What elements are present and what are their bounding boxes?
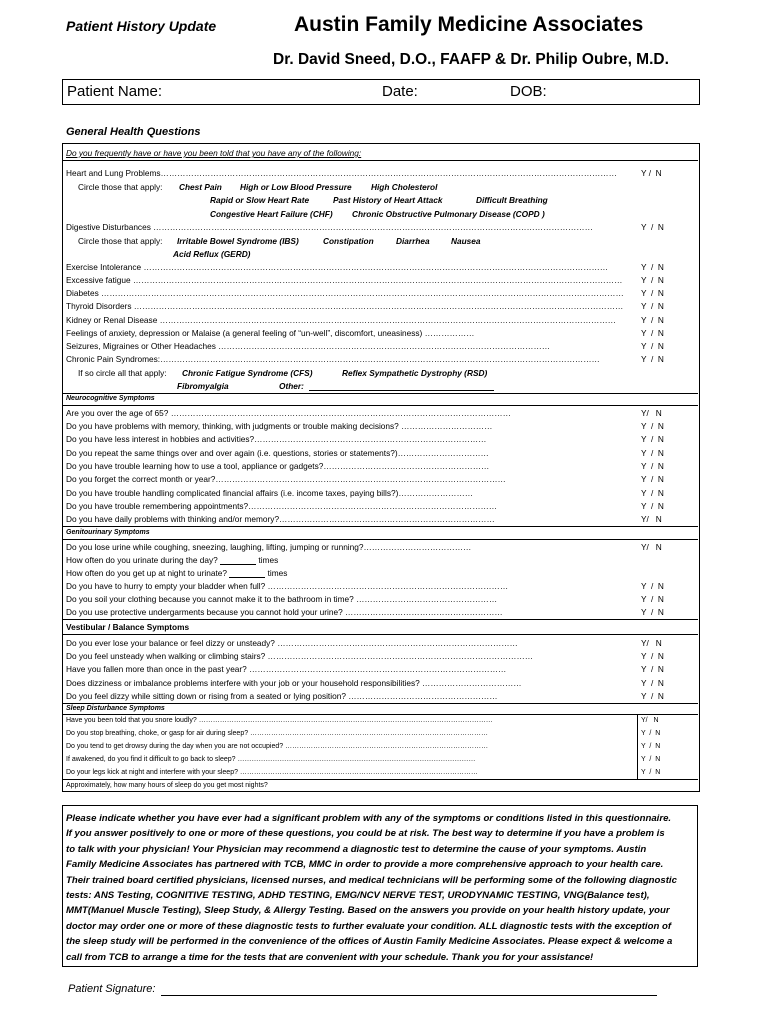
vest-heading: Vestibular / Balance Symptoms bbox=[66, 622, 190, 632]
yn-repeat[interactable]: Y / N bbox=[641, 448, 664, 458]
yn-memory[interactable]: Y / N bbox=[641, 421, 664, 431]
opt-ibs[interactable]: Irritable Bowel Syndrome (IBS) bbox=[177, 236, 299, 246]
q-age-65: Are you over the age of 65? …………………………………………………………………………………………………………… bbox=[66, 408, 511, 418]
yn-daily-problems[interactable]: Y/ N bbox=[641, 514, 662, 524]
q-financial: Do you have trouble handling complicated financial affairs (i.e. income taxes, paying bills?)……………………… bbox=[66, 488, 474, 498]
notice-line: the sleep study will be performed in the convenience of the offices of Austin Family Medicine Associates. Please expect & welcome a bbox=[66, 936, 673, 948]
neuro-heading: Neurocognitive Symptoms bbox=[66, 395, 155, 402]
q-awakened: If awakened, do you find it difficult to go back to sleep? ………………………………………………………………………………………… bbox=[66, 756, 476, 763]
yn-dizziness-job[interactable]: Y / N bbox=[641, 678, 664, 688]
q-soil-clothing: Do you soil your clothing because you cannot make it to the bathroom in time? …………………………………………… bbox=[66, 594, 498, 604]
signature-label: Patient Signature: bbox=[68, 983, 156, 995]
q-dizzy-sitting: Do you feel dizzy while sitting down or rising from a seated or lying position? ……………………………………………… bbox=[66, 691, 498, 701]
notice-line: MMT(Manuel Muscle Testing), Sleep Study, & Allergy Testing. Based on the answers you provide on your health history update, your bbox=[66, 905, 670, 917]
patient-name-label: Patient Name: bbox=[67, 83, 163, 100]
opt-chest-pain[interactable]: Chest Pain bbox=[179, 182, 222, 192]
yn-month-year[interactable]: Y / N bbox=[641, 474, 664, 484]
other-blank[interactable] bbox=[309, 390, 494, 391]
opt-diarrhea[interactable]: Diarrhea bbox=[396, 236, 430, 246]
notice-line: Their trained board certified physicians, licensed nurses, and medical technicians will be performing some of the following diagnostic bbox=[66, 874, 677, 886]
q-undergarments: Do you use protective undergarments because you cannot hold your urine? ………………………………………………… bbox=[66, 607, 503, 617]
notice-box bbox=[62, 805, 698, 967]
urinate-day-blank[interactable] bbox=[220, 556, 256, 565]
q-hurry-bladder: Do you have to hurry to empty your bladder when full? …………………………………………………………………………… bbox=[66, 581, 509, 591]
yn-lose-urine[interactable]: Y/ N bbox=[641, 542, 662, 552]
q-fatigue: Excessive fatigue …………………………………………………………………………………………………………………………………………………………… bbox=[66, 275, 623, 285]
q-snore: Have you been told that you snore loudly? ……………………………………………………………………………………………………………… bbox=[66, 717, 493, 724]
yn-stop-breathing[interactable]: Y / N bbox=[641, 730, 661, 737]
q-unsteady-walking: Do you feel unsteady when walking or climbing stairs? …………………………………………………………………………………… bbox=[66, 651, 534, 661]
opt-high-cholesterol[interactable]: High Cholesterol bbox=[371, 182, 438, 192]
geni-heading: Genitourinary Symptoms bbox=[66, 529, 150, 536]
yn-lose-balance[interactable]: Y/ N bbox=[641, 638, 662, 648]
q-drowsy: Do you tend to get drowsy during the day when you are not occupied? …………………………………………………………………………… bbox=[66, 743, 489, 750]
yn-age-65[interactable]: Y/ N bbox=[641, 408, 662, 418]
notice-line: doctor may order one or more of these diagnostic tests to further evaluate your condition. ALL diagnostic tests with the exception of bbox=[66, 920, 672, 932]
sleep-heading: Sleep Disturbance Symptoms bbox=[66, 705, 165, 712]
yn-anxiety[interactable]: Y / N bbox=[641, 328, 664, 338]
yn-hurry-bladder[interactable]: Y / N bbox=[641, 581, 664, 591]
yn-unsteady-walking[interactable]: Y / N bbox=[641, 651, 664, 661]
q-memory: Do you have problems with memory, thinking, with judgments or trouble making decisions? …………………………… bbox=[66, 421, 493, 431]
signature-line[interactable] bbox=[161, 995, 657, 996]
yn-learning[interactable]: Y / N bbox=[641, 461, 664, 471]
yn-interest[interactable]: Y / N bbox=[641, 434, 664, 444]
q-lose-balance: Do you ever lose your balance or feel dizzy or unsteady? …………………………………………………………………………… bbox=[66, 638, 518, 648]
q-urinate-day-text: How often do you urinate during the day? bbox=[66, 555, 218, 565]
q-appointments: Do you have trouble remembering appointments?……………………………………………………………………………… bbox=[66, 501, 498, 511]
practice-name: Austin Family Medicine Associates bbox=[294, 13, 644, 36]
yn-financial[interactable]: Y / N bbox=[641, 488, 664, 498]
yn-chronic-pain[interactable]: Y / N bbox=[641, 354, 664, 364]
q-chronic-pain: Chronic Pain Syndromes:…………………………………………………………………………………………………………………………………………… bbox=[66, 354, 600, 364]
notice-line: Please indicate whether you have ever had a significant problem with any of the symptoms or conditions listed in this questionnaire. bbox=[66, 813, 672, 824]
opt-blood-pressure[interactable]: High or Low Blood Pressure bbox=[240, 182, 352, 192]
notice-line: Family Medicine Associates has partnered with TCB, MMC in order to provide a more comprehensive approach to your health care. bbox=[66, 859, 664, 871]
digestive-question: Digestive Disturbances …………………………………………………………………………………………………………………………………………… bbox=[66, 222, 593, 232]
q-diabetes: Diabetes ……………………………………………………………………………………………………………………………………………………………………… bbox=[66, 288, 624, 298]
yn-heart[interactable]: Y / N bbox=[641, 168, 662, 178]
q-kidney: Kidney or Renal Disease ………………………………………………………………………………………………………………………………………………… bbox=[66, 315, 616, 325]
opt-gerd[interactable]: Acid Reflux (GERD) bbox=[173, 249, 251, 259]
form-title: Patient History Update bbox=[66, 18, 217, 34]
yn-soil-clothing[interactable]: Y / N bbox=[641, 594, 664, 604]
digestive-circle-label: Circle those that apply: bbox=[78, 236, 163, 246]
q-urinate-day bbox=[66, 555, 278, 565]
notice-line: call from TCB to arrange a time for the tests that are convenient with your schedule. Thank you for your assistance! bbox=[66, 951, 594, 963]
yn-drowsy[interactable]: Y / N bbox=[641, 743, 661, 750]
yn-undergarments[interactable]: Y / N bbox=[641, 607, 664, 617]
q-repeat: Do you repeat the same things over and over again (i.e. questions, stories or statements?)…………………………… bbox=[66, 448, 489, 458]
opt-difficult-breathing[interactable]: Difficult Breathing bbox=[476, 195, 548, 205]
opt-other[interactable]: Other: bbox=[279, 381, 304, 391]
q-urinate-night-text: How often do you get up at night to urinate? bbox=[66, 568, 227, 578]
opt-cfs[interactable]: Chronic Fatigue Syndrome (CFS) bbox=[182, 368, 313, 378]
q-month-year: Do you forget the correct month or year?…………………………………………………………………………………………… bbox=[66, 474, 506, 484]
yn-appointments[interactable]: Y / N bbox=[641, 501, 664, 511]
q-learning: Do you have trouble learning how to use a tool, appliance or gadgets?…………………………………………………… bbox=[66, 461, 490, 471]
urinate-day-times: times bbox=[258, 555, 279, 565]
yn-diabetes[interactable]: Y / N bbox=[641, 288, 664, 298]
notice-line: If you answer positively to one or more of these questions, you could be at risk. The best way to determine if you have a problem is bbox=[66, 828, 665, 840]
opt-rsd[interactable]: Reflex Sympathetic Dystrophy (RSD) bbox=[342, 368, 488, 378]
yn-thyroid[interactable]: Y / N bbox=[641, 301, 664, 311]
heart-lung-question: Heart and Lung Problems………………………………………………………………………………………………………………………………………………… bbox=[66, 168, 617, 178]
opt-nausea[interactable]: Nausea bbox=[451, 236, 481, 246]
opt-constipation[interactable]: Constipation bbox=[323, 236, 374, 246]
q-legs-kick: Do your legs kick at night and interfere with your sleep? ………………………………………………………………………………………… bbox=[66, 769, 478, 776]
q-lose-urine: Do you lose urine while coughing, sneezing, laughing, lifting, jumping or running?………………………………… bbox=[66, 542, 472, 552]
heart-circle-label: Circle those that apply: bbox=[78, 182, 163, 192]
opt-heart-attack[interactable]: Past History of Heart Attack bbox=[333, 195, 443, 205]
yn-headaches[interactable]: Y / N bbox=[641, 341, 664, 351]
q-interest: Do you have less interest in hobbies and activities?………………………………………………………………………… bbox=[66, 434, 487, 444]
opt-copd[interactable]: Chronic Obstructive Pulmonary Disease (COPD ) bbox=[352, 209, 545, 219]
notice-line: tests: ANS Testing, COGNITIVE TESTING, ADHD TESTING, EMG/NCV NERVE TEST, URODYNAMIC TESTING, VNG(Balance test), bbox=[66, 890, 650, 902]
q-fallen: Have you fallen more than once in the past year? ………………………………………………………………………………… bbox=[66, 664, 507, 674]
date-label: Date: bbox=[382, 83, 418, 100]
notice-text bbox=[66, 811, 677, 965]
q-stop-breathing: Do you stop breathing, choke, or gasp for air during sleep? ………………………………………………………………………………………… bbox=[66, 730, 489, 737]
notice-line: to talk with your physician! Your Physician may recommend a diagnostic test to determine the cause of your symptoms. Austin bbox=[66, 843, 647, 855]
yn-legs-kick[interactable]: Y / N bbox=[641, 769, 661, 776]
q-anxiety: Feelings of anxiety, depression or Malaise (a general feeling of “un-well”, discomfort, uneasiness) ……………… bbox=[66, 328, 475, 338]
opt-heart-rate[interactable]: Rapid or Slow Heart Rate bbox=[210, 195, 310, 205]
q-exercise: Exercise Intolerance …………………………………………………………………………………………………………………………………………………… bbox=[66, 262, 609, 272]
yn-fallen[interactable]: Y / N bbox=[641, 664, 664, 674]
urinate-night-times: times bbox=[267, 568, 288, 578]
q-urinate-night bbox=[66, 568, 287, 578]
yn-awakened[interactable]: Y / N bbox=[641, 756, 661, 763]
general-instruction: Do you frequently have or have you been told that you have any of the following: bbox=[66, 148, 362, 158]
pain-circle-label: If so circle all that apply: bbox=[78, 368, 167, 378]
yn-fatigue[interactable]: Y / N bbox=[641, 275, 664, 285]
opt-chf[interactable]: Congestive Heart Failure (CHF) bbox=[210, 209, 333, 219]
yn-exercise[interactable]: Y / N bbox=[641, 262, 664, 272]
yn-dizzy-sitting[interactable]: Y / N bbox=[641, 691, 664, 701]
yn-digestive[interactable]: Y / N bbox=[641, 222, 664, 232]
q-daily-problems: Do you have daily problems with thinking and/or memory?…………………………………………………………………… bbox=[66, 514, 495, 524]
doctors-line: Dr. David Sneed, D.O., FAAFP & Dr. Philip Oubre, M.D. bbox=[273, 51, 669, 68]
urinate-night-blank[interactable] bbox=[229, 569, 265, 578]
yn-snore[interactable]: Y/ N bbox=[641, 717, 659, 724]
dob-label: DOB: bbox=[510, 83, 547, 100]
q-thyroid: Thyroid Disorders …………………………………………………………………………………………………………………………………………………………… bbox=[66, 301, 624, 311]
yn-kidney[interactable]: Y / N bbox=[641, 315, 664, 325]
q-hours-sleep: Approximately, how many hours of sleep do you get most nights? bbox=[66, 782, 268, 789]
q-headaches: Seizures, Migraines or Other Headaches ………………………………………………………………………………………………………… bbox=[66, 341, 551, 351]
general-heading: General Health Questions bbox=[66, 126, 201, 138]
opt-fibromyalgia[interactable]: Fibromyalgia bbox=[177, 381, 229, 391]
q-dizziness-job: Does dizziness or imbalance problems interfere with your job or your household responsibilities? ……………………………… bbox=[66, 678, 522, 688]
patient-info-box bbox=[62, 79, 700, 105]
